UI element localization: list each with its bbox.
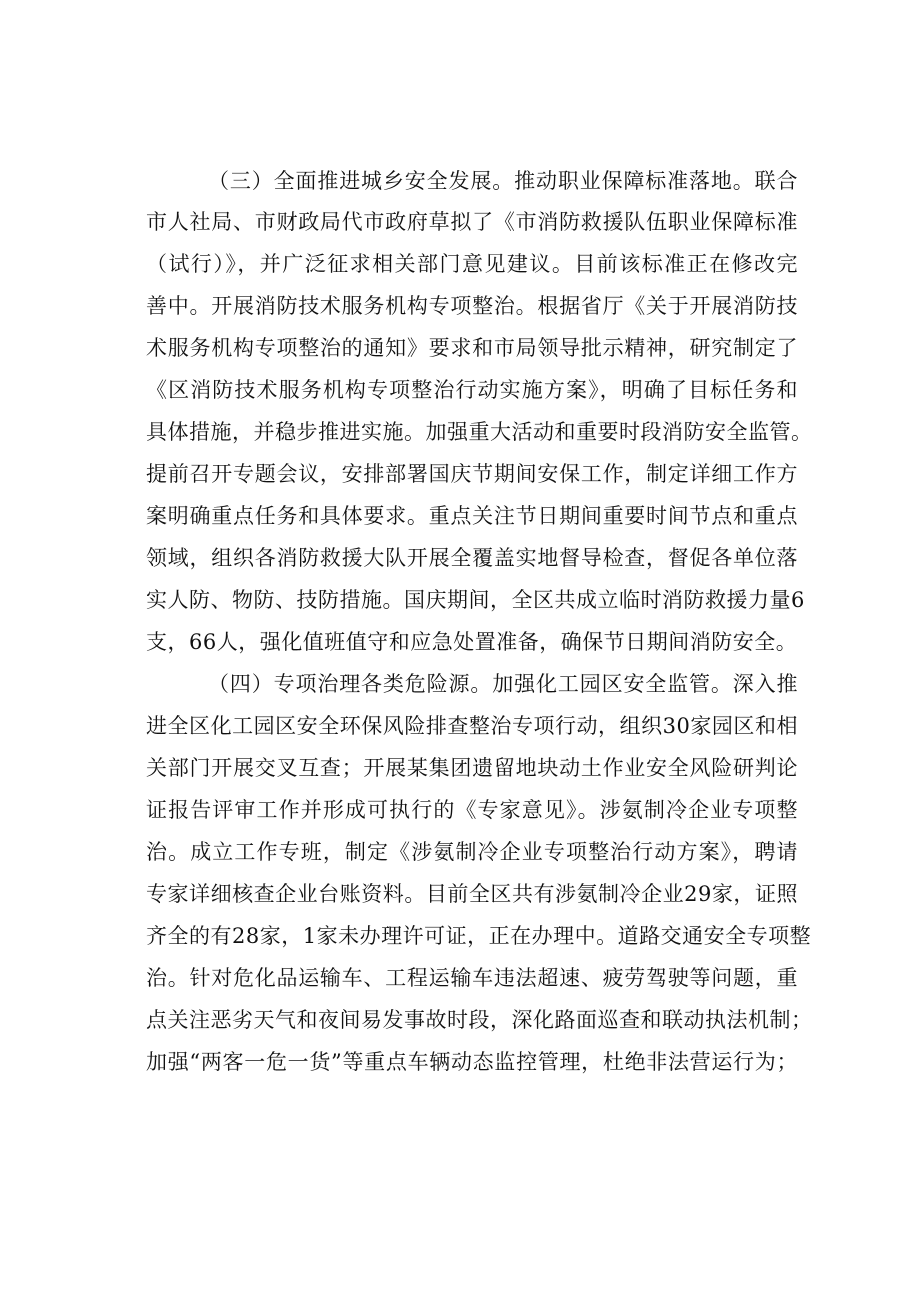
paragraph-3-line-5: 术服务机构专项整治的通知》要求和市局领导批示精神，研究制定了 [146,336,798,360]
paragraph-3-line-10: 领域，组织各消防救援大队开展全覆盖实地督导检查，督促各单位落 [146,546,798,570]
paragraph-4-line-9: 点关注恶劣天气和夜间易发事故时段，深化路面巡查和联动执法机制； [146,1008,813,1032]
paragraph-4-line-2: 进全区化工园区安全环保风险排查整治专项行动，组织30家园区和相 [146,714,798,738]
paragraph-3-line-6: 《区消防技术服务机构专项整治行动实施方案》，明确了目标任务和 [146,378,798,402]
paragraph-3-line-1: （三）全面推进城乡安全发展。推动职业保障标准落地。联合 [208,169,798,193]
paragraph-4-line-1: （四）专项治理各类危险源。加强化工园区安全监管。深入推 [208,672,798,696]
paragraph-4-line-6: 专家详细核查企业台账资料。目前全区共有涉氨制冷企业29家，证照 [146,882,798,906]
paragraph-4-line-5: 治。成立工作专班，制定《涉氨制冷企业专项整治行动方案》，聘请 [146,840,798,864]
paragraph-3-line-8: 提前召开专题会议，安排部署国庆节期间安保工作，制定详细工作方 [146,462,798,486]
paragraph-3-line-4: 善中。开展消防技术服务机构专项整治。根据省厅《关于开展消防技 [146,294,798,318]
paragraph-4-line-3: 关部门开展交叉互查；开展某集团遗留地块动土作业安全风险研判论 [146,756,798,780]
paragraph-3-line-7: 具体措施，并稳步推进实施。加强重大活动和重要时段消防安全监管。 [146,420,813,444]
paragraph-3-line-2: 市人社局、市财政局代市政府草拟了《市消防救援队伍职业保障标准 [146,210,798,234]
paragraph-3-line-12: 支，66人，强化值班值守和应急处置准备，确保节日期间消防安全。 [146,630,798,654]
paragraph-3-line-9: 案明确重点任务和具体要求。重点关注节日期间重要时间节点和重点 [146,504,798,528]
paragraph-3-line-3: （试行）》，并广泛征求相关部门意见建议。目前该标准正在修改完 [146,252,798,276]
paragraph-4-line-10: 加强“两客一危一货”等重点车辆动态监控管理，杜绝非法营运行为； [146,1050,798,1074]
paragraph-4-line-4: 证报告评审工作并形成可执行的《专家意见》。涉氨制冷企业专项整 [146,798,798,822]
paragraph-3-line-11: 实人防、物防、技防措施。国庆期间，全区共成立临时消防救援力量6 [146,588,805,612]
paragraph-4-line-7: 齐全的有28家，1家未办理许可证，正在办理中。道路交通安全专项整 [146,924,812,948]
paragraph-4-line-8: 治。针对危化品运输车、工程运输车违法超速、疲劳驾驶等问题，重 [146,966,798,990]
